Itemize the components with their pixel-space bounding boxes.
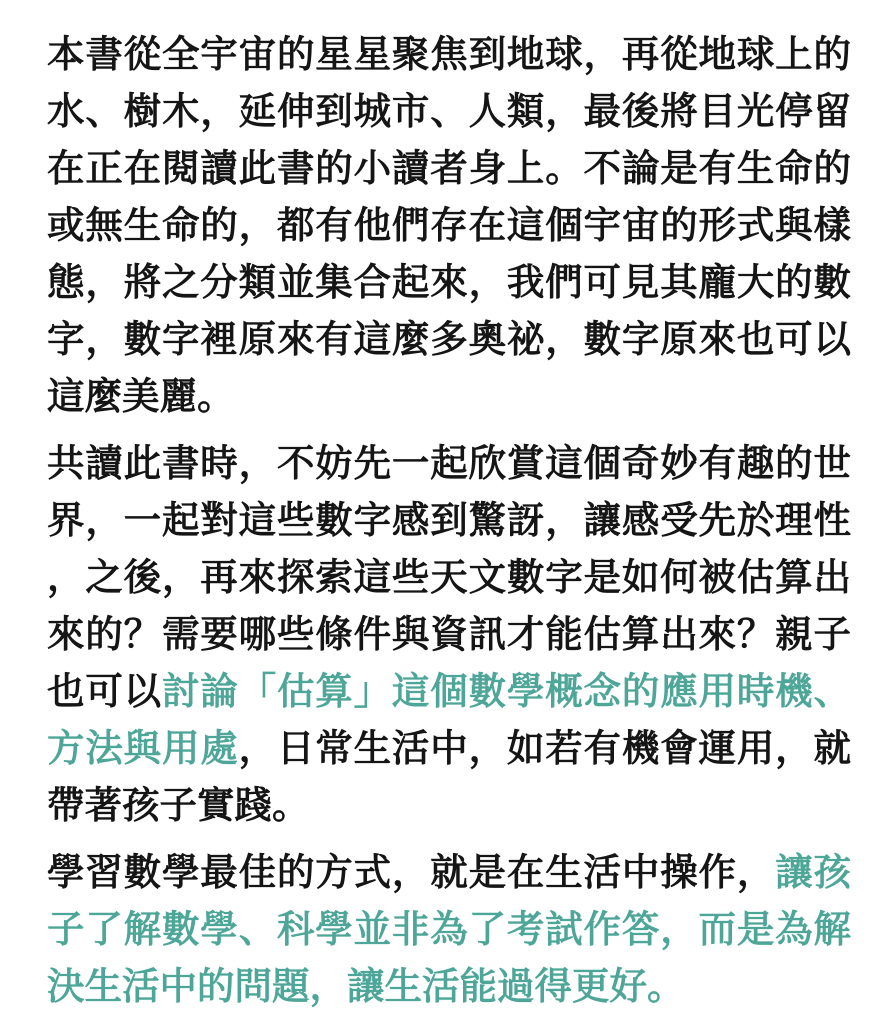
paragraph-reading-guide-text-end: ，日常生活中，如若有機會運用，就帶著孩子實踐。 [47,726,851,827]
paragraph-reading-guide [47,435,851,834]
paragraph-learning-math-text: 學習數學最佳的方式，就是在生活中操作， [47,850,776,894]
paragraph-intro-text: 本書從全宇宙的星星聚焦到地球，再從地球上的水、樹木，延伸到城市、人類，最後將目光停留在正在閱讀此書的小讀者身上。不論是有生命的或無生命的，都有他們存在這個宇宙的形式與樣態，將之分類並集合起來，我們可見其龐大的數字，數字裡原來有這麼多奧祕，數字原來也可以這麼美麗。 [47,32,851,418]
paragraph-intro [47,26,851,425]
highlighted-estimation-phrase: 討論「估算」這個數學概念的應用時機、方法與用處 [47,669,852,770]
paragraph-reading-guide-text-start: 共讀此書時，不妨先一起欣賞這個奇妙有趣的世界，一起對這些數字感到驚訝，讓感受先於理性，之後，再來探索這些天文數字是如何被估算出來的？需要哪些條件與資訊才能估算出來？親子也可以 [47,441,851,713]
article-body [47,26,851,1015]
paragraph-learning-math [47,844,851,1015]
highlighted-real-life-phrase: 讓孩子了解數學、科學並非為了考試作答，而是為解決生活中的問題，讓生活能過得更好。 [47,850,852,1008]
